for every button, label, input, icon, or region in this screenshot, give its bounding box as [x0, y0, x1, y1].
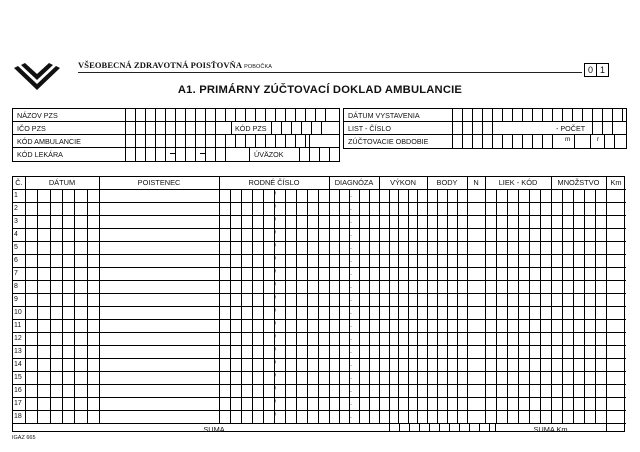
column-header: DIAGNÓZA: [334, 178, 374, 187]
table-cell-box: [540, 189, 541, 423]
list-cislo-box: [472, 121, 473, 134]
diagnosis-separator: .: [350, 283, 352, 290]
org-name: [78, 60, 272, 70]
suma-box: [429, 423, 430, 431]
row-number: 2: [14, 205, 18, 212]
year-label: r: [597, 136, 600, 143]
zuctovacie-obdobie-box: [502, 134, 503, 148]
zuctovacie-obdobie-box: [532, 134, 533, 148]
kod-lekara-label: KÓD LEKÁRA: [17, 150, 63, 159]
table-row-line: [13, 293, 626, 294]
table-column-line: [551, 177, 552, 423]
uvazok-label: ÚVÄZOK: [254, 150, 284, 159]
datum-vystavenia-box: [492, 109, 493, 121]
column-header: N: [473, 178, 479, 187]
table-row-line: [13, 423, 626, 424]
birth-number-separator: /: [274, 400, 276, 407]
row-number: 5: [14, 244, 18, 251]
table-cell-box: [263, 189, 264, 423]
kod-ambulancie-box: [195, 134, 196, 147]
ico-pzs-box: [205, 121, 206, 134]
kod-pzs-box: [271, 121, 272, 134]
nazov-pzs-box: [245, 109, 246, 121]
list-cislo-label: LIST - ČÍSLO: [348, 124, 392, 133]
table-row-line: [13, 358, 626, 359]
kod-ambulancie-box: [275, 134, 276, 147]
document-title: A1. PRIMÁRNY ZÚČTOVACÍ DOKLAD AMBULANCIE: [177, 84, 463, 96]
suma-box: [479, 423, 480, 431]
zuctovacie-obdobie-box: [512, 134, 513, 148]
ico-pzs-box: [135, 121, 136, 134]
diagnosis-separator: .: [350, 205, 352, 212]
birth-number-separator: /: [274, 205, 276, 212]
nazov-pzs-box: [155, 109, 156, 121]
ico-pzs-box: [195, 121, 196, 134]
kod-ambulancie-box: [145, 134, 146, 147]
table-cell-box: [389, 189, 390, 423]
diagnosis-separator: .: [350, 231, 352, 238]
row-number: 16: [14, 387, 22, 394]
diagnosis-separator: .: [350, 192, 352, 199]
birth-number-separator: /: [274, 387, 276, 394]
diagnosis-separator: .: [350, 361, 352, 368]
table-cell-box: [417, 189, 418, 423]
kod-lekara-box: [225, 147, 226, 161]
column-header: POISTENEC: [137, 178, 181, 187]
kod-pzs-box: [281, 121, 282, 134]
ico-pzs-label: IČO PZS: [17, 124, 46, 133]
list-cislo-box: [492, 121, 493, 134]
year-box: [604, 134, 605, 148]
list-cislo-box: [482, 121, 483, 134]
table-row-line: [13, 397, 626, 398]
ico-pzs-box: [215, 121, 216, 134]
table-cell-box: [518, 189, 519, 423]
column-header: DÁTUM: [48, 178, 76, 187]
birth-number-separator: /: [274, 257, 276, 264]
table-cell-box: [408, 189, 409, 423]
table-cell-box: [50, 189, 51, 423]
birth-number-separator: /: [274, 322, 276, 329]
provider-info-box: [12, 108, 340, 162]
year-box: [614, 134, 615, 148]
table-cell-box: [437, 189, 438, 423]
row-number: 7: [14, 270, 18, 277]
diagnosis-separator: .: [350, 400, 352, 407]
grid-line: [389, 423, 390, 431]
table-column-line: [606, 177, 607, 423]
table-column-line: [25, 177, 26, 423]
nazov-pzs-box: [325, 109, 326, 121]
ico-pzs-box: [185, 121, 186, 134]
kod-ambulancie-box: [295, 134, 296, 147]
branch-label: POBOČKA: [244, 64, 273, 70]
table-cell-box: [307, 189, 308, 423]
uvazok-box: [329, 147, 330, 161]
kod-lekara-box: [165, 147, 166, 161]
zuctovacie-obdobie-box: [522, 134, 523, 148]
kod-lekara-box: [155, 147, 156, 161]
birth-number-separator: /: [274, 231, 276, 238]
nazov-pzs-box: [275, 109, 276, 121]
birth-number-separator: /: [274, 335, 276, 342]
table-cell-box: [584, 189, 585, 423]
form-number: [584, 63, 609, 77]
row-number: 8: [14, 283, 18, 290]
grid-line: [249, 147, 250, 161]
suma-box: [419, 423, 420, 431]
diagnosis-separator: .: [350, 296, 352, 303]
table-row-line: [13, 215, 626, 216]
table-row-line: [13, 384, 626, 385]
list-cislo-box: [452, 121, 453, 134]
nazov-pzs-box: [205, 109, 206, 121]
birth-number-separator: /: [274, 309, 276, 316]
table-cell-box: [595, 189, 596, 423]
form-code: IGAZ 665: [12, 435, 36, 441]
zuctovacie-obdobie-box: [472, 134, 473, 148]
table-column-line: [99, 177, 100, 423]
table-column-line: [485, 177, 486, 423]
nazov-pzs-box: [285, 109, 286, 121]
table-cell-box: [339, 189, 340, 423]
table-column-line: [379, 177, 380, 423]
row-number: 9: [14, 296, 18, 303]
kod-lekara-box: [195, 147, 196, 161]
table-row-line: [13, 319, 626, 320]
row-number: 10: [14, 309, 22, 316]
birth-number-separator: /: [274, 192, 276, 199]
datum-vystavenia-box: [472, 109, 473, 121]
kod-lekara-box: [175, 147, 176, 161]
nazov-pzs-box: [165, 109, 166, 121]
nazov-pzs-label: NÁZOV PZS: [17, 111, 58, 120]
datum-vystavenia-box: [592, 109, 593, 121]
table-cell-box: [457, 189, 458, 423]
diagnosis-separator: .: [350, 413, 352, 420]
datum-vystavenia-box: [552, 109, 553, 121]
zuctovacie-obdobie-box: [542, 134, 543, 148]
ico-pzs-box: [145, 121, 146, 134]
kod-lekara-box: [145, 147, 146, 161]
datum-vystavenia-box: [462, 109, 463, 121]
row-number: 12: [14, 335, 22, 342]
nazov-pzs-box: [215, 109, 216, 121]
month-label: m: [565, 136, 571, 143]
birth-number-separator: /: [274, 283, 276, 290]
table-row-line: [13, 202, 626, 203]
table-row-line: [13, 371, 626, 372]
table-cell-box: [562, 189, 563, 423]
datum-vystavenia-box: [582, 109, 583, 121]
kod-ambulancie-box: [135, 134, 136, 147]
pocet-box: [602, 121, 603, 134]
row-number: 17: [14, 400, 22, 407]
row-number: 15: [14, 374, 22, 381]
datum-vystavenia-box: [452, 109, 453, 121]
table-column-line: [467, 177, 468, 423]
datum-vystavenia-box: [512, 109, 513, 121]
kod-ambulancie-box: [255, 134, 256, 147]
table-cell-box: [447, 189, 448, 423]
nazov-pzs-box: [305, 109, 306, 121]
diagnosis-separator: .: [350, 387, 352, 394]
list-cislo-box: [462, 121, 463, 134]
kod-lekara-box: [125, 147, 126, 161]
column-header: VÝKON: [390, 178, 416, 187]
row-number: 3: [14, 218, 18, 225]
table-cell-box: [285, 189, 286, 423]
ico-pzs-box: [175, 121, 176, 134]
table-header-separator: [13, 189, 626, 190]
dash-separator: [200, 153, 206, 154]
form-number-digit: 1: [599, 65, 605, 75]
form-number-digit: 0: [585, 64, 597, 76]
table-cell-box: [241, 189, 242, 423]
kod-pzs-box: [321, 121, 322, 134]
column-header: MNOŽSTVO: [557, 178, 600, 187]
month-box: [574, 134, 575, 148]
birth-number-separator: /: [274, 296, 276, 303]
pocet-label: - POČET: [556, 124, 586, 133]
table-column-line: [427, 177, 428, 423]
kod-ambulancie-box: [165, 134, 166, 147]
datum-vystavenia-box: [482, 109, 483, 121]
suma-box: [489, 423, 490, 431]
kod-pzs-label: KÓD PZS: [235, 124, 267, 133]
kod-ambulancie-box: [175, 134, 176, 147]
nazov-pzs-box: [135, 109, 136, 121]
datum-vystavenia-box: [502, 109, 503, 121]
row-number: 11: [14, 322, 22, 329]
row-number: 1: [14, 192, 18, 199]
grid-line: [309, 134, 310, 147]
procedures-table: [12, 176, 625, 432]
diagnosis-separator: .: [350, 257, 352, 264]
birth-number-separator: /: [274, 348, 276, 355]
kod-pzs-box: [301, 121, 302, 134]
datum-vystavenia-label: DÁTUM VYSTAVENIA: [348, 111, 420, 120]
datum-vystavenia-box: [542, 109, 543, 121]
uvazok-box: [319, 147, 320, 161]
nazov-pzs-box: [185, 109, 186, 121]
table-cell-box: [398, 189, 399, 423]
table-cell-box: [74, 189, 75, 423]
pocet-box: [612, 121, 613, 134]
table-cell-box: [318, 189, 319, 423]
kod-ambulancie-box: [185, 134, 186, 147]
suma-box: [399, 423, 400, 431]
org-name-text: VŠEOBECNÁ ZDRAVOTNÁ POISŤOVŇA: [78, 60, 243, 70]
kod-lekara-box: [185, 147, 186, 161]
column-header: BODY: [436, 178, 458, 187]
table-column-line: [329, 177, 330, 423]
datum-vystavenia-box: [572, 109, 573, 121]
datum-vystavenia-box: [562, 109, 563, 121]
diagnosis-separator: .: [350, 348, 352, 355]
table-cell-box: [230, 189, 231, 423]
zuctovacie-obdobie-box: [452, 134, 453, 148]
zuctovacie-obdobie-box: [482, 134, 483, 148]
document-info-box: [343, 108, 627, 149]
table-cell-box: [573, 189, 574, 423]
kod-lekara-box: [215, 147, 216, 161]
kod-ambulancie-box: [245, 134, 246, 147]
kod-ambulancie-box: [205, 134, 206, 147]
ico-pzs-box: [155, 121, 156, 134]
kod-pzs-box: [291, 121, 292, 134]
uvazok-box: [309, 147, 310, 161]
dash-separator: [170, 153, 176, 154]
uvazok-box: [299, 147, 300, 161]
birth-number-separator: /: [274, 374, 276, 381]
kod-lekara-box: [135, 147, 136, 161]
kod-ambulancie-box: [265, 134, 266, 147]
table-row-line: [13, 345, 626, 346]
row-number: 6: [14, 257, 18, 264]
nazov-pzs-box: [125, 109, 126, 121]
kod-ambulancie-box: [215, 134, 216, 147]
datum-vystavenia-box: [532, 109, 533, 121]
diagnosis-separator: .: [350, 218, 352, 225]
table-cell-box: [359, 189, 360, 423]
table-column-line: [219, 177, 220, 423]
kod-ambulancie-box: [155, 134, 156, 147]
row-number: 14: [14, 361, 22, 368]
nazov-pzs-box: [235, 109, 236, 121]
table-cell-box: [496, 189, 497, 423]
kod-ambulancie-box: [125, 134, 126, 147]
birth-number-separator: /: [274, 413, 276, 420]
datum-vystavenia-box: [612, 109, 613, 121]
table-row-line: [13, 267, 626, 268]
kod-ambulancie-box: [225, 134, 226, 147]
column-header: RODNÉ ČÍSLO: [248, 178, 300, 187]
table-row-line: [13, 280, 626, 281]
suma-box: [459, 423, 460, 431]
row-number: 18: [14, 413, 22, 420]
grid-line: [606, 423, 607, 431]
kod-ambulancie-label: KÓD AMBULANCIE: [17, 137, 81, 146]
table-cell-box: [369, 189, 370, 423]
grid-line: [231, 121, 232, 134]
table-row-line: [13, 306, 626, 307]
nazov-pzs-box: [175, 109, 176, 121]
nazov-pzs-box: [195, 109, 196, 121]
table-cell-box: [62, 189, 63, 423]
ico-pzs-box: [125, 121, 126, 134]
kod-ambulancie-box: [305, 134, 306, 147]
nazov-pzs-box: [265, 109, 266, 121]
ico-pzs-box: [165, 121, 166, 134]
birth-number-separator: /: [274, 361, 276, 368]
birth-number-separator: /: [274, 270, 276, 277]
diagnosis-separator: .: [350, 270, 352, 277]
branch-line[interactable]: [78, 72, 582, 73]
birth-number-separator: /: [274, 218, 276, 225]
datum-vystavenia-box: [522, 109, 523, 121]
diagnosis-separator: .: [350, 374, 352, 381]
column-header: Km: [610, 178, 622, 187]
datum-vystavenia-box: [622, 109, 623, 121]
table-cell-box: [507, 189, 508, 423]
diagnosis-separator: .: [350, 244, 352, 251]
kod-lekara-box: [205, 147, 206, 161]
zuctovacie-obdobie-box: [492, 134, 493, 148]
pocet-box: [592, 121, 593, 134]
kod-ambulancie-box: [285, 134, 286, 147]
month-box: [590, 134, 591, 148]
table-cell-box: [252, 189, 253, 423]
suma-label: SUMA: [203, 425, 225, 434]
table-row-line: [13, 228, 626, 229]
diagnosis-separator: .: [350, 322, 352, 329]
nazov-pzs-box: [315, 109, 316, 121]
table-row-line: [13, 254, 626, 255]
column-header: Č.: [15, 178, 23, 187]
table-cell-box: [87, 189, 88, 423]
zuctovacie-obdobie-label: ZÚČTOVACIE OBDOBIE: [348, 137, 429, 146]
table-row-line: [13, 241, 626, 242]
table-cell-box: [296, 189, 297, 423]
nazov-pzs-box: [255, 109, 256, 121]
row-number: 13: [14, 348, 22, 355]
suma-box: [439, 423, 440, 431]
suma-box: [409, 423, 410, 431]
nazov-pzs-box: [295, 109, 296, 121]
nazov-pzs-box: [225, 109, 226, 121]
diagnosis-separator: .: [350, 309, 352, 316]
column-header: LIEK - KÓD: [498, 178, 538, 187]
table-cell-box: [529, 189, 530, 423]
kod-pzs-box: [311, 121, 312, 134]
zuctovacie-obdobie-box: [462, 134, 463, 148]
nazov-pzs-box: [145, 109, 146, 121]
table-row-line: [13, 332, 626, 333]
table-cell-box: [37, 189, 38, 423]
kod-ambulancie-box: [235, 134, 236, 147]
diagnosis-separator: .: [350, 335, 352, 342]
row-number: 4: [14, 231, 18, 238]
suma-box: [469, 423, 470, 431]
suma-box: [449, 423, 450, 431]
datum-vystavenia-box: [602, 109, 603, 121]
suma-km-label: SUMA Km: [533, 425, 568, 434]
zuctovacie-obdobie-box: [552, 134, 553, 148]
birth-number-separator: /: [274, 244, 276, 251]
table-row-line: [13, 410, 626, 411]
